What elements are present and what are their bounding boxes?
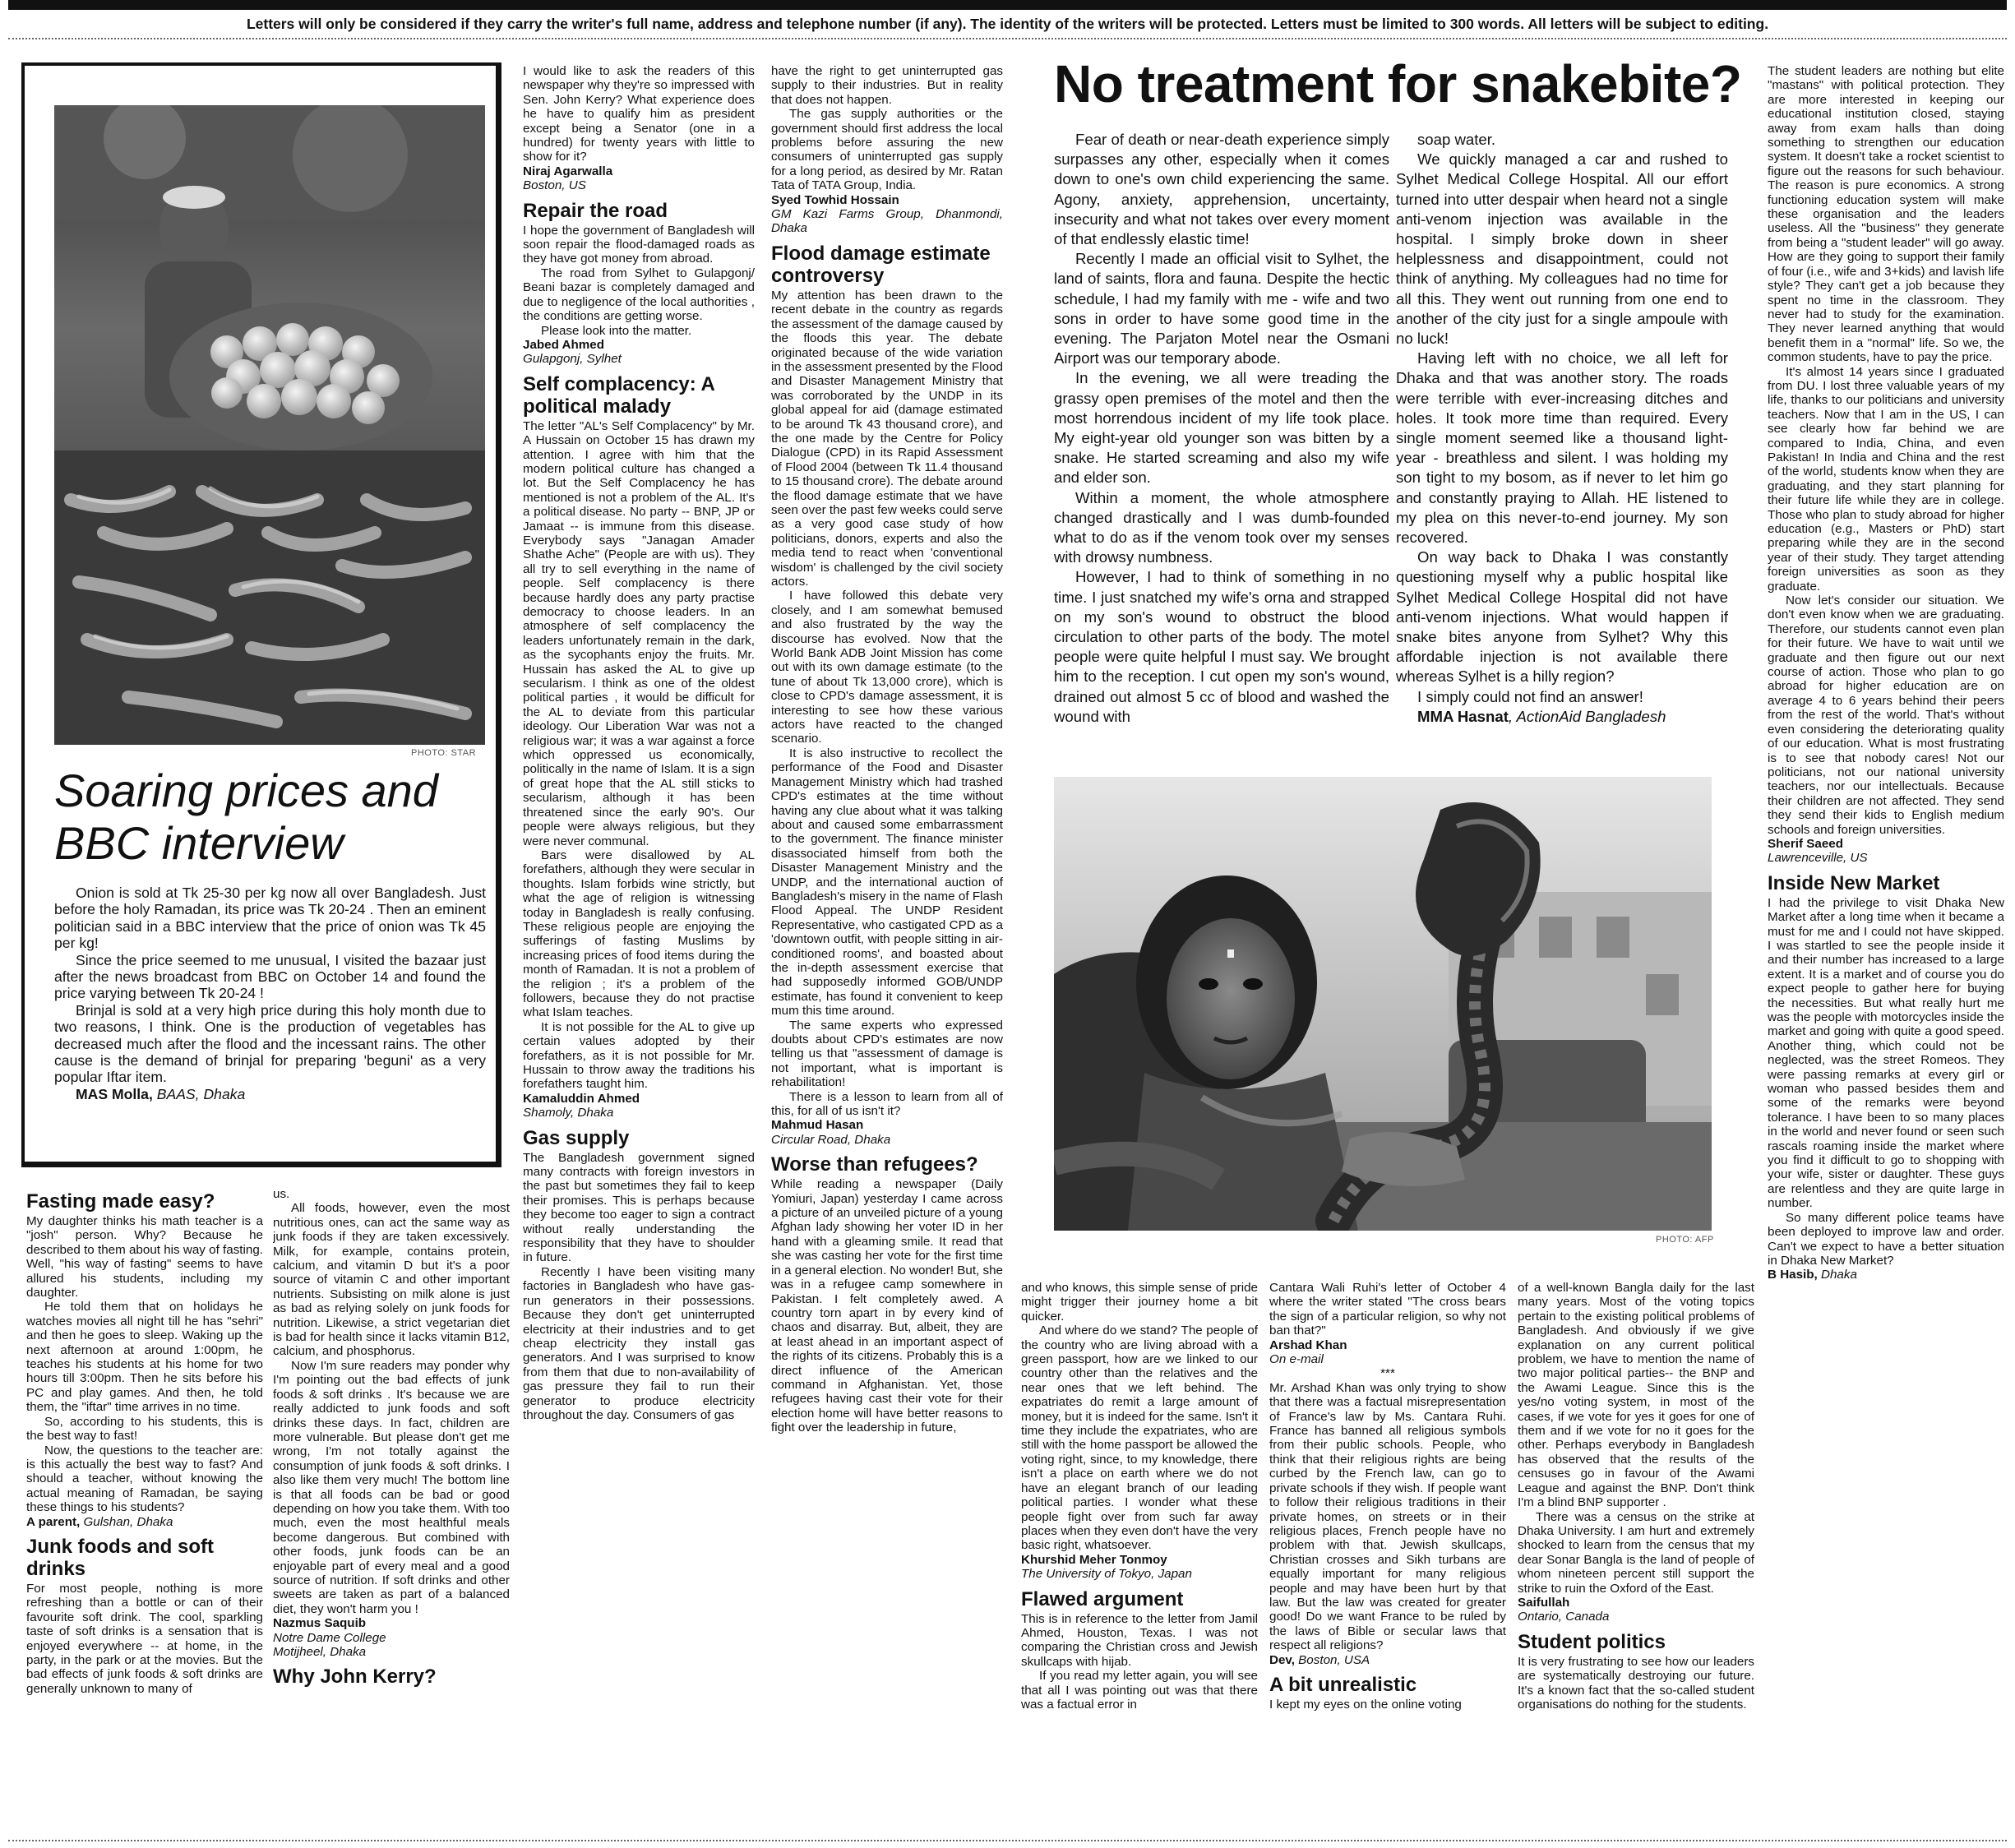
- road-affiliation: Gulapgonj, Sylhet: [523, 352, 622, 367]
- road-para: The road from Sylhet to Gulapgonj/ Beani bazar is completely damaged and due to negligence of the local authorities , the conditions are getting worse.: [523, 266, 755, 324]
- gas-para: have the right to get uninterrupted gas supply to their industries. But in reality that does not happen.: [771, 64, 1003, 107]
- snakebite-signature: MMA Hasnat: [1417, 707, 1509, 725]
- junk-para: Now I'm sure readers may ponder why I'm pointing out the bad effects of junk foods & soft drinks . It's because we are really addicted to junk foods and soft drinks these days. In fact, children are more vulnerable. But please don't get me wrong, I'm not totally against the consumption of junk foods & soft drinks. I also like them very much! The bottom line is that all foods can be bad or good depending on how you take them. With too much, even the most healthful meals become dangerous. But combined with other foods, junk foods can be an enjoyable part of every meal and a good source of nutrition. If soft drinks and other sweets are taken as part of a balanced diet, they won't harm you !: [273, 1358, 510, 1616]
- gas-para: The Bangladesh government signed many contracts with foreign investors in the past but sometimes they fail to keep their promises. This is perhaps because they become too eager to sign a contract without really understanding the responsibility that they have to shoulder in future.: [523, 1150, 755, 1265]
- fasting-para: So, according to his students, this is the best way to fast!: [26, 1414, 263, 1444]
- complacency-para: The letter "AL's Self Complacency" by Mr. A Hussain on October 15 has drawn my attention. I agree with him that the modern political culture has changed a lot. But the Self Complacency he has mentioned is not a problem of the AL. It's a political disease. No party -- BNP, JP or Jamaat -- is immune from this disease. Everybody says "Janagan Amader Shathe Ache" (People are with us). They all try to sell everything in the name of people. Self complacency is there because hardly does any party practise democracy to choose leaders. In an atmosphere of self complacency the leaders unfortunately remain in the dark, as the sycophants enjoy the fruits. Mr. Hussain has asked the AL to give up secularism. I think as one of the oldest political parties , it would be difficult for the AL to deviate from this particular ideology. Our Liberation War was not a religious war; it was a war against a force which oppressed us economically, politically in the name of Islam. It is a sign of great hope that the AL still sticks to secularism, although it has been threatened since the early 90's. Our people were always religious, but they were never communal.: [523, 418, 755, 848]
- snakebite-headline: No treatment for snakebite?: [1054, 54, 1742, 113]
- newmarket-signature: B Hasib,: [1768, 1268, 1818, 1282]
- flood-affiliation: Circular Road, Dhaka: [771, 1132, 891, 1147]
- market-photo-illustration: [54, 105, 485, 745]
- soaring-signature: MAS Molla,: [76, 1085, 153, 1102]
- soaring-para: Onion is sold at Tk 25-30 per kg now all over Bangladesh. Just before the holy Ramadan, its price was Tk 20-24 . Then an eminent politician said in a BBC interview that the price of onion was Tk 45 per kg!: [54, 885, 486, 952]
- snakebite-para: soap water.: [1417, 131, 1496, 148]
- market-photo-credit: PHOTO: STAR: [411, 748, 477, 758]
- column-four: [771, 64, 1003, 1832]
- flood-para: My attention has been drawn to the recent debate in the country as regards the assessment of the damage caused by the floods this year. The debate originated because of the wide variation in the assessment presented by the Flood and Disaster Management Ministry that was corroborated by the UNDP in its global appeal for aid (damage estimated to be around Tk 43 thousand crore), and the one made by the Centre for Policy Dialogue (CPD) in its Rapid Assessment of Flood 2004 (between Tk 11.4 thousand to 15 thousand crore). The debate around the flood damage estimate that we have seen over the past few weeks could serve as a very good case study of how politicians, donors, experts and also the media tend to react when 'conventional wisdom' is challenged by the civil society actors.: [771, 288, 1003, 589]
- fasting-para: My daughter thinks his math teacher is a "josh" person. Why? Because he described to them about his way of fasting. Well, "his way of fasting" seems to have allured his students, including my daughter.: [26, 1214, 263, 1301]
- snakebite-col-b: [1396, 130, 1728, 769]
- top-rule: [8, 0, 2007, 10]
- student-affiliation: Lawrenceville, US: [1768, 851, 1868, 866]
- flood-headline: Flood damage estimate controversy: [771, 242, 991, 287]
- snakebite-para: We quickly managed a car and rushed to Sylhet Medical College Hospital. All our effort turned into utter despair when heard not a single anti-venom injection was available in the hospital. I simply broke down in sheer helplessness and disappointment, could not think of anything. My colleagues had no time for all this. They went out running from one end to another of the city just for a single ampoule with no luck!: [1396, 150, 1728, 348]
- soaring-para: Brinjal is sold at a very high price during this holy month due to two reasons, I think. One is the production of vegetables has decreased much after the flood and the incessant rains. The other cause is the demand of brinjal for preparing 'beguni' as a very popular Iftar item.: [54, 1001, 486, 1086]
- fasting-affiliation: Gulshan, Dhaka: [80, 1514, 173, 1529]
- road-para: Please look into the matter.: [541, 323, 692, 338]
- soaring-affiliation: BAAS, Dhaka: [152, 1085, 246, 1102]
- junk-affiliation-2: Motijheel, Dhaka: [273, 1645, 367, 1659]
- refugees-affiliation: The University of Tokyo, Japan: [1021, 1567, 1192, 1582]
- student-para: Now let's consider our situation. We don't even know when we are graduating. Therefore, our students cannot even plan for their future. We have to wait until we graduate and then figure out our next course of action. Those who plan to go abroad for higher education are on average 4 to 6 years behind their peers from the rest of the world. That's without even considering the deteriorating quality of our education. What is most frustrating is to see that nobody cares! Not our politicians, not our national university teachers, nor our intellectuals. Because their children are not affected. They send they send their kids to English medium schools and foreign universities.: [1768, 594, 2004, 837]
- gas-affiliation: GM Kazi Farms Group, Dhanmondi, Dhaka: [771, 207, 1003, 236]
- flawed-reply-para: Mr. Arshad Khan was only trying to show that there was a factual misrepresentation of France's law by Ms. Cantara Ruhi. France has banned all religious symbols from their public schools. People, who think that their religious rights are being curbed by the French law, can go to private schools if they wish. If people want to follow their religious traditions in their private homes, on streets or in their religious places, French people have no problem with that. Jewish skullcaps, Christian crosses and Sikh turbans are equally important for many religious people and may have been hurt by that law. But the law was created for greater good! Do we want France to be ruled by the laws of Bible or secular laws that respect all religions?: [1269, 1380, 1506, 1653]
- snake-photo-illustration: [1054, 777, 1712, 1231]
- fasting-signature: A parent,: [26, 1514, 81, 1529]
- flawed-headline: Flawed argument: [1021, 1587, 1184, 1610]
- junk-para: All foods, however, even the most nutritious ones, can act the same way as junk foods if they are taken excessively. Milk, for example, contains protein, calcium, and vitamin D but it's a poor source of vitamin C and other important nutrients. Subsisting on milk alone is just as bad as relying solely on junk foods for nutrition. Likewise, a strict vegetarian diet is bad for health since it lacks vitamin B12, calcium, and phosphorus.: [273, 1201, 510, 1359]
- flood-para: The same experts who expressed doubts about CPD's estimates are now telling us that "assessment of damage is not important, what is important is rehabilitation!: [771, 1018, 1003, 1090]
- bottom-rule: [8, 1840, 2007, 1841]
- snakebite-para: In the evening, we all were treading the grassy open premises of the motel and then the most horrendous incident of my life took place. My eight-year old younger son was bitten by a snake. He started screaming and also my wife and elder son.: [1054, 369, 1389, 487]
- junk-headline: Junk foods and soft drinks: [26, 1535, 214, 1580]
- newmarket-para: So many different police teams have been deployed to improve law and order. Can't we expect to have a better situation in Dhaka New Market?: [1768, 1210, 2004, 1268]
- fasting-letter: [26, 1190, 263, 1832]
- road-signature: Jabed Ahmed: [523, 337, 605, 352]
- snakebite-para: However, I had to think of something in no time. I just snatched my wife's orna and strapped on my son's wound to obstruct the blood circulation to other parts of the body. The motel people were quite helpful I must say. We brought him to the reception. I cut open my son's wound, drained out almost 5 cc of blood and washed the wound with: [1054, 568, 1389, 725]
- kerry-para: I would like to ask the readers of this newspaper why they're so impressed with Sen. John Kerry? What experience does he have to qualify him as president except being a Senator (one in a hundred) for twenty years with little to show for it?: [523, 64, 755, 164]
- road-headline: Repair the road: [523, 199, 668, 222]
- student-para: It's almost 14 years since I graduated from DU. I lost three valuable years of my life, thanks to our politicians and university teachers. Now that I am in the US, I can see clearly how far behind we are compared to India, China, and even Pakistan! In India and China and the rest of the world, students know when they are graduating, and they start planning for their future life while they are in college. Those who plan to study abroad for higher education (e.g., Masters or PhD) start preparing while they are in the second year of their study. They target attending foreign universities as soon as they graduate.: [1768, 364, 2004, 594]
- junk-signature: Nazmus Saquib: [273, 1616, 367, 1631]
- refugees-signature: Khurshid Meher Tonmoy: [1021, 1552, 1167, 1567]
- flawed-signature: Arshad Khan: [1269, 1337, 1347, 1352]
- fasting-headline: Fasting made easy?: [26, 1190, 215, 1213]
- soaring-para: Since the price seemed to me unusual, I visited the bazaar just after the news broadcast from BBC on October 14 and found the price varying between Tk 20-24 !: [54, 951, 486, 1002]
- unrealistic-para: There was a census on the strike at Dhaka University. I am hurt and extremely shocked to learn from the census that my dear Sonar Bangla is the land of people of whom nineteen percent still support the strike to ruin the Oxford of the East.: [1518, 1509, 1754, 1596]
- unrealistic-affiliation: Ontario, Canada: [1518, 1610, 1610, 1624]
- complacency-signature: Kamaluddin Ahmed: [523, 1091, 640, 1106]
- newmarket-headline: Inside New Market: [1768, 871, 1940, 894]
- flood-para: It is also instructive to recollect the performance of the Food and Disaster Management Ministry which had trashed CPD's estimates at the time without having any clue about what it was talking about and caused some embarrassment to the government. The finance minister disassociated himself from both the Disaster Management Ministry and the UNDP, and the international auction of Bangladesh's misery in the name of Flash Flood Appeal. The UNDP Resident Representative, who castigated CPD as a 'downtown outfit, with people sitting in air-conditioned rooms', and boasted about the in-depth assessment exercise that had supposedly informed GOB/UNDP estimate, has found it convenient to keep mum this time around.: [771, 746, 1003, 1019]
- snakebite-para: Recently I made an official visit to Sylhet, the land of saints, flora and fauna. Despite the hectic schedule, I had my family with me - wife and two sons in order to have some good time in the evening. The Parjaton Motel near the Osmani Airport was our temporary abode.: [1054, 250, 1389, 367]
- complacency-headline: Self complacency: A political malady: [523, 372, 714, 418]
- gas-headline: Gas supply: [523, 1126, 630, 1149]
- refugees-headline: Worse than refugees?: [771, 1153, 978, 1176]
- kerry-signature: Niraj Agarwalla: [523, 164, 613, 178]
- kerry-affiliation: Boston, US: [523, 178, 586, 193]
- junk-para: For most people, nothing is more refreshing than a bottle or can of their favourite soft drink. The cool, sparkling taste of soft drinks is a sensation that is enjoyed everywhere -- at home, in the party, in the park or at the movies. But the bad effects of junk foods & soft drinks are generally unknown to many of: [26, 1581, 263, 1696]
- market-vendor-photo: [54, 105, 485, 745]
- newmarket-affiliation: Dhaka: [1817, 1268, 1857, 1282]
- flawed-reply-affiliation: Boston, USA: [1294, 1652, 1370, 1667]
- snakebite-para: I simply could not find an answer!: [1417, 687, 1643, 705]
- snakebite-col-a: [1054, 130, 1389, 769]
- complacency-para: Bars were disallowed by AL forefathers, although they were secular in thoughts. Islam forbids wine strictly, but what the age of religion is witnessing today in Bangladesh is really confusing. These religious people are enjoying the sufferings of fasting Muslims by increasing prices of food items during the month of Ramadan. It is not a problem of the religion ; it's a problem of the followers, because they do not practise what Islam teaches.: [523, 848, 755, 1020]
- snakebite-para: On way back to Dhaka I was constantly questioning myself why a public hospital like Sylhet Medical College Hospital did not have anti-venom injections. What would happen if snake bites anyone from Sylhet? Why this affordable injection is not available there whereas Sylhet is a hilly region?: [1396, 548, 1728, 686]
- fasting-para: Now, the questions to the teacher are: is this actually the best way to fast? And should a teacher, without knowing the actual meaning of Ramadan, be saying these things to his students?: [26, 1443, 263, 1515]
- junk-continued: [273, 1187, 510, 1836]
- flood-signature: Mahmud Hasan: [771, 1118, 864, 1133]
- gas-signature: Syed Towhid Hossain: [771, 192, 899, 207]
- unrealistic-continued: [1518, 1281, 1754, 1832]
- unrealistic-headline: A bit unrealistic: [1269, 1673, 1417, 1696]
- flood-para: There is a lesson to learn from all of this, for all of us isn't it?: [771, 1089, 1003, 1119]
- student-headline: Student politics: [1518, 1630, 1666, 1653]
- flood-para: I have followed this debate very closely, and I am somewhat bemused and also frustrated by the way the discourse has evolved. Now that the World Bank ADB Joint Mission has come out with its own damage estimate (to the tune of about Tk 13,000 crore), which is close to CPD's damage assessment, it is interesting to see how these various actors have reacted to the changed scenario.: [771, 589, 1003, 746]
- unrealistic-signature: Saifullah: [1518, 1595, 1570, 1610]
- road-para: I hope the government of Bangladesh will soon repair the flood-damaged roads as they have got money from abroad.: [523, 223, 755, 266]
- snake-charmer-photo: [1054, 777, 1712, 1231]
- flawed-reply-signature: Dev,: [1269, 1652, 1295, 1667]
- gas-para: The gas supply authorities or the government should first address the local problems before assuring the new consumers of uninterrupted gas supply for a long period, as desired by Mr. Ratan Tata of TATA Group, India.: [771, 107, 1003, 193]
- gas-para: Recently I have been visiting many factories in Bangladesh who have gas- run generators in their possessions. Because they don't get uninterrupted electricity at their industries and to get cheap electricity they install gas generators. And I was surprised to know from them that due to non-availability of gas pressure they fail to run their generator to produce electricity throughout the day. Consumers of gas: [523, 1264, 755, 1422]
- snakebite-para: Within a moment, the whole atmosphere changed drastically and I was dumb-founded what to do as if the venom took over my senses with drowsy numbness.: [1054, 488, 1389, 566]
- snakebite-para: Fear of death or near-death experience simply surpasses any other, especially when it comes down to one's own child experiencing the same. Agony, anxiety, apprehension, uncertainty, insecurity and what not takes over every moment of that endlessly elastic time!: [1054, 131, 1389, 248]
- flawed-affiliation: On e-mail: [1269, 1352, 1324, 1367]
- column-three: [523, 64, 755, 1832]
- unrealistic-para: of a well-known Bangla daily for the last many years. Most of the voting topics pertain to the existing political problems of Bangladesh. And obviously if we give explanation on any current political problem, we have to mention the name of two major political parties-- the BNP and the Awami League. Since this is the yes/no voting system, in most of the cases, if we vote for yes it goes for one of them and if we vote for no it goes for the other. Perhaps everybody in Bangladesh has observed that the results of the censuses go in favour of the Awami League and against the BNP. Don't think I'm a blind BNP supporter .: [1518, 1281, 1754, 1510]
- fasting-para: He told them that on holidays he watches movies all night till he has "sehri" and then he goes to sleep. Waking up the next afternoon at around 1:00pm, he teaches his students at his home for two hours till 3:00pm. Then he sits before his PC and play games. And then, he told them, the "iftar" time arrives in no time.: [26, 1300, 263, 1415]
- snakebite-affiliation: , ActionAid Bangladesh: [1508, 707, 1666, 725]
- flawed-separator: ***: [1380, 1366, 1395, 1381]
- complacency-affiliation: Shamoly, Dhaka: [523, 1106, 614, 1120]
- unrealistic-para: I kept my eyes on the online voting: [1269, 1697, 1462, 1712]
- student-para: The student leaders are nothing but elite "mastans" with political protection. They are more interested in keeping our educational institution closed, staying away from exam halls than doing something to strengthen our education system. It doesn't take a rocket scientist to figure out the reasons for such behaviour. The reason is pure economics. A strong functioning education system will make these organisation and the leaders useless. All the "business" they generate from being a "student leader" will go away. How are they going to support their family of four (i.e., wife and 3+kids) and lavish life style? They can't get a job because they spent no time in the classroom. They never had to study for the examination. They never learned anything that would benefit them in a "normal" life. So we, the common students, have to pay the price.: [1768, 64, 2004, 365]
- flawed-para: Cantara Wali Ruhi's letter of October 4 where the writer stated "The cross bears the sign of a particular religion, so why not ban that?": [1269, 1281, 1506, 1338]
- kerry-headline: Why John Kerry?: [273, 1666, 437, 1689]
- flawed-continued: [1269, 1281, 1506, 1832]
- flawed-para: This is in reference to the letter from Jamil Ahmed, Houston, Texas. I was not comparing the Christian cross and Jewish skullcaps with hijab.: [1021, 1611, 1258, 1669]
- refugees-para: and who knows, this simple sense of pride might trigger their journey home a bit quicker.: [1021, 1281, 1258, 1324]
- refugees-para: And where do we stand? The people of the country who are living abroad with a green passport, how are we linked to our country other than the relatives and the near ones that we left behind. The expatriates do remit a large amount of money, but it is indeed for the same. Isn't it time they include the expatriates, who are still with the home passport be allowed the voting right, since, to my knowledge, there isn't a place on earth where we do not have an elegant branch of our leading political parties. I wonder what these people fight over from such far away places when they even don't have the very basic right, whatsoever.: [1021, 1324, 1258, 1553]
- student-para: It is very frustrating to see how our leaders are systematically destroying our future. It's a known fact that the so-called student organisations do nothing for the students.: [1518, 1654, 1754, 1712]
- soaring-article: [54, 885, 486, 1131]
- snakebite-para: Having left with no choice, we all left for Dhaka and that was another story. The roads were terrible with ever-increasing ditches and holes. It took more time than required. Every single moment seemed like a thousand light-year - breathless and silent. I was holding my son tight to my bosom, as if never to let him go and constantly praying to Allah. HE listened to my plea on this never-to-end journey. My son recovered.: [1396, 349, 1728, 547]
- flawed-para: If you read my letter again, you will see that all I was pointing out was that there was a factual error in: [1021, 1669, 1258, 1712]
- junk-affiliation: Notre Dame College: [273, 1630, 386, 1645]
- student-signature: Sherif Saeed: [1768, 836, 1844, 851]
- junk-para: us.: [273, 1187, 290, 1201]
- refugees-para: While reading a newspaper (Daily Yomiuri, Japan) yesterday I came across a picture of an unveiled picture of a young Afghan lady showing her voter ID in her hand with a gleaming smile. It read that she was casting her vote for the first time in a general election. No wonder! But, she was in a refugee camp somewhere in Pakistan. I felt completely awed. A country torn apart in by every kind of chaos and disarray. But, albeit, they are at least ahead in an important aspect of the rights of its citizens. Probably this is a direct influence of the American command in Afghanistan. Yet, those refugees having cast their vote for their election home will have better reasons to fight over the leadership in future,: [771, 1177, 1003, 1435]
- snake-photo-credit: PHOTO: AFP: [1656, 1235, 1714, 1245]
- letters-notice: Letters will only be considered if they carry the writer's full name, address and telephone number (if any). The identity of the writers will be protected. Letters must be limited to 300 words. All letters will be subject to editing.: [8, 13, 2007, 39]
- refugees-continued: [1021, 1281, 1258, 1832]
- complacency-para: It is not possible for the AL to give up certain values adopted by their forefathers, as it is not possible for Mr. Hussain to throw away the traditions his forefathers taught him.: [523, 1019, 755, 1092]
- newmarket-para: I had the privilege to visit Dhaka New Market after a long time when it became a must for me and I could not have skipped. I was startled to see the people inside it and their number has increased to a large extent. It is a market and of course you do expect people to gather here for buying the necessities. But what really hurt me was the people with motorcycles inside the market and going with quite a good speed. Another thing, which could not be neglected, was the street Romeos. They were passing remarks at every girl or woman who passed besides them and some of the remarks were beyond tolerance. I have been to so many places in the world and never found or seen such rascals roaming inside the market where you find it difficult to go to shopping with your wife, sister or daughter. These guys are relentless and they are quite large in number.: [1768, 895, 2004, 1211]
- column-right: [1768, 64, 2004, 1832]
- soaring-headline: Soaring prices and BBC interview: [54, 765, 438, 869]
